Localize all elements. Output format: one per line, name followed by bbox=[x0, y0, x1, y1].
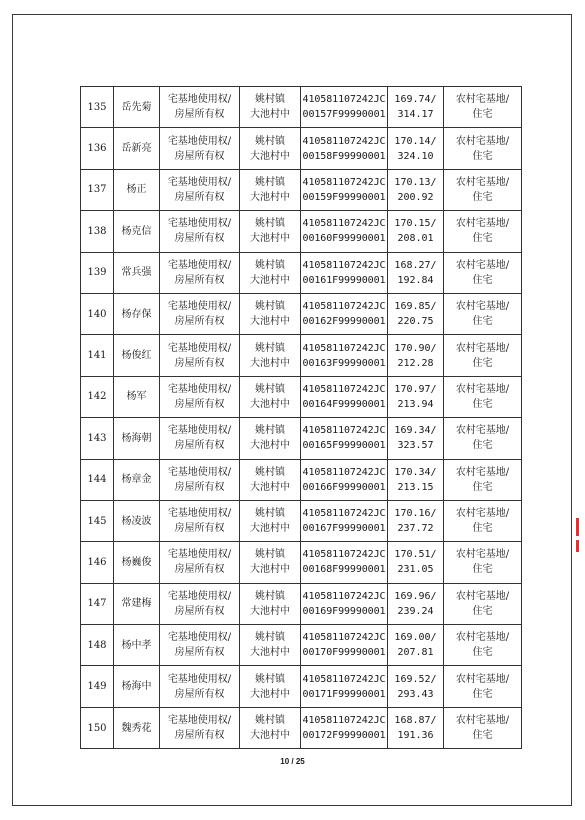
cell-area-line: 200.92 bbox=[397, 191, 434, 203]
cell-location bbox=[240, 293, 301, 334]
edge-mark bbox=[576, 540, 579, 552]
cell-unit-code-line: 410581107242JC bbox=[302, 590, 386, 602]
cell-right-type-line: 房屋所有权 bbox=[174, 233, 225, 245]
cell-location bbox=[240, 335, 301, 376]
cell-unit-code bbox=[301, 376, 388, 417]
cell-unit-code bbox=[301, 128, 388, 169]
cell-location-line: 姚村镇 bbox=[255, 549, 285, 561]
cell-location-line: 姚村镇 bbox=[255, 301, 285, 313]
cell-area bbox=[388, 87, 444, 128]
cell-usage-line: 农村宅基地/ bbox=[455, 715, 510, 727]
table-row bbox=[81, 666, 522, 707]
cell-unit-code-line: 00168F99990001 bbox=[302, 564, 386, 576]
cell-location-line: 姚村镇 bbox=[255, 135, 285, 147]
cell-location-line: 大池村中 bbox=[250, 730, 290, 742]
cell-right-type-line: 宅基地使用权/ bbox=[167, 508, 232, 520]
cell-owner-name: 杨海中 bbox=[114, 666, 160, 707]
cell-area bbox=[388, 542, 444, 583]
table-row bbox=[81, 252, 522, 293]
cell-area bbox=[388, 335, 444, 376]
cell-unit-code-line: 00165F99990001 bbox=[302, 440, 386, 452]
cell-unit-code-line: 00160F99990001 bbox=[302, 233, 386, 245]
cell-area-line: 170.34/ bbox=[394, 466, 437, 478]
cell-number: 137 bbox=[81, 169, 114, 210]
cell-right-type-line: 宅基地使用权/ bbox=[167, 632, 232, 644]
cell-unit-code-line: 410581107242JC bbox=[302, 135, 386, 147]
cell-area bbox=[388, 459, 444, 500]
cell-location bbox=[240, 459, 301, 500]
cell-right-type bbox=[160, 376, 240, 417]
cell-usage-line: 农村宅基地/ bbox=[455, 466, 510, 478]
cell-area-line: 324.10 bbox=[397, 150, 434, 162]
cell-unit-code-line: 410581107242JC bbox=[302, 425, 386, 437]
cell-number: 148 bbox=[81, 625, 114, 666]
cell-area-line: 323.57 bbox=[397, 440, 434, 452]
cell-unit-code bbox=[301, 169, 388, 210]
table-row bbox=[81, 169, 522, 210]
cell-location bbox=[240, 500, 301, 541]
cell-usage bbox=[444, 87, 522, 128]
edge-mark bbox=[576, 518, 579, 536]
cell-owner-name: 杨海朝 bbox=[114, 418, 160, 459]
cell-usage-line: 住宅 bbox=[472, 688, 493, 700]
table-row bbox=[81, 293, 522, 334]
table-row bbox=[81, 418, 522, 459]
cell-usage bbox=[444, 335, 522, 376]
cell-right-type-line: 宅基地使用权/ bbox=[167, 383, 232, 395]
cell-location-line: 姚村镇 bbox=[255, 383, 285, 395]
cell-usage-line: 农村宅基地/ bbox=[455, 549, 510, 561]
cell-unit-code bbox=[301, 418, 388, 459]
cell-usage bbox=[444, 500, 522, 541]
cell-location-line: 姚村镇 bbox=[255, 425, 285, 437]
cell-unit-code bbox=[301, 459, 388, 500]
cell-number: 149 bbox=[81, 666, 114, 707]
cell-unit-code-line: 00169F99990001 bbox=[302, 605, 386, 617]
cell-area-line: 212.28 bbox=[397, 357, 434, 369]
cell-area-line: 231.05 bbox=[397, 564, 434, 576]
cell-right-type bbox=[160, 418, 240, 459]
cell-usage-line: 住宅 bbox=[472, 564, 493, 576]
cell-area-line: 314.17 bbox=[397, 109, 434, 121]
cell-unit-code-line: 410581107242JC bbox=[302, 715, 386, 727]
cell-location bbox=[240, 625, 301, 666]
cell-location bbox=[240, 252, 301, 293]
cell-number: 145 bbox=[81, 500, 114, 541]
cell-right-type-line: 房屋所有权 bbox=[174, 398, 225, 410]
cell-area bbox=[388, 293, 444, 334]
cell-owner-name: 魏秀花 bbox=[114, 707, 160, 748]
cell-owner-name: 杨凌波 bbox=[114, 500, 160, 541]
cell-owner-name: 杨存保 bbox=[114, 293, 160, 334]
cell-usage-line: 农村宅基地/ bbox=[455, 94, 510, 106]
table-body bbox=[81, 87, 522, 749]
cell-unit-code-line: 410581107242JC bbox=[302, 176, 386, 188]
table-row bbox=[81, 211, 522, 252]
cell-unit-code-line: 410581107242JC bbox=[302, 508, 386, 520]
cell-owner-name: 杨中孝 bbox=[114, 625, 160, 666]
cell-usage-line: 住宅 bbox=[472, 191, 493, 203]
cell-usage-line: 住宅 bbox=[472, 233, 493, 245]
cell-location bbox=[240, 666, 301, 707]
cell-location-line: 姚村镇 bbox=[255, 508, 285, 520]
cell-usage-line: 住宅 bbox=[472, 398, 493, 410]
cell-location-line: 大池村中 bbox=[250, 109, 290, 121]
cell-location bbox=[240, 583, 301, 624]
table-row bbox=[81, 87, 522, 128]
cell-usage-line: 住宅 bbox=[472, 109, 493, 121]
cell-area bbox=[388, 583, 444, 624]
cell-unit-code-line: 410581107242JC bbox=[302, 218, 386, 230]
cell-usage-line: 住宅 bbox=[472, 316, 493, 328]
page-number: 10 / 25 bbox=[280, 757, 305, 766]
cell-location bbox=[240, 169, 301, 210]
cell-location-line: 姚村镇 bbox=[255, 673, 285, 685]
cell-location-line: 大池村中 bbox=[250, 481, 290, 493]
cell-usage bbox=[444, 128, 522, 169]
cell-number: 139 bbox=[81, 252, 114, 293]
cell-location bbox=[240, 211, 301, 252]
cell-location-line: 姚村镇 bbox=[255, 715, 285, 727]
table-row bbox=[81, 376, 522, 417]
cell-owner-name: 岳新亮 bbox=[114, 128, 160, 169]
registration-table bbox=[80, 86, 522, 749]
cell-usage-line: 农村宅基地/ bbox=[455, 259, 510, 271]
table-row bbox=[81, 128, 522, 169]
cell-right-type-line: 宅基地使用权/ bbox=[167, 342, 232, 354]
cell-right-type bbox=[160, 169, 240, 210]
cell-usage-line: 农村宅基地/ bbox=[455, 508, 510, 520]
cell-right-type bbox=[160, 707, 240, 748]
cell-area-line: 293.43 bbox=[397, 688, 434, 700]
cell-location-line: 姚村镇 bbox=[255, 94, 285, 106]
cell-right-type-line: 房屋所有权 bbox=[174, 274, 225, 286]
cell-unit-code-line: 410581107242JC bbox=[302, 549, 386, 561]
cell-area bbox=[388, 211, 444, 252]
cell-area-line: 169.96/ bbox=[394, 590, 437, 602]
cell-area-line: 169.00/ bbox=[394, 632, 437, 644]
cell-unit-code-line: 00159F99990001 bbox=[302, 191, 386, 203]
cell-location-line: 大池村中 bbox=[250, 440, 290, 452]
cell-owner-name: 杨章金 bbox=[114, 459, 160, 500]
cell-location-line: 大池村中 bbox=[250, 647, 290, 659]
cell-unit-code-line: 00157F99990001 bbox=[302, 109, 386, 121]
cell-usage-line: 农村宅基地/ bbox=[455, 383, 510, 395]
cell-usage bbox=[444, 625, 522, 666]
cell-right-type bbox=[160, 335, 240, 376]
cell-area-line: 170.51/ bbox=[394, 549, 437, 561]
cell-unit-code bbox=[301, 625, 388, 666]
cell-location-line: 姚村镇 bbox=[255, 632, 285, 644]
cell-right-type-line: 宅基地使用权/ bbox=[167, 673, 232, 685]
cell-area-line: 170.15/ bbox=[394, 218, 437, 230]
cell-usage-line: 农村宅基地/ bbox=[455, 425, 510, 437]
cell-right-type-line: 宅基地使用权/ bbox=[167, 135, 232, 147]
cell-area bbox=[388, 128, 444, 169]
cell-area bbox=[388, 625, 444, 666]
cell-usage bbox=[444, 293, 522, 334]
cell-owner-name: 杨巍俊 bbox=[114, 542, 160, 583]
cell-unit-code-line: 00162F99990001 bbox=[302, 316, 386, 328]
cell-unit-code-line: 00172F99990001 bbox=[302, 730, 386, 742]
cell-right-type-line: 宅基地使用权/ bbox=[167, 549, 232, 561]
cell-unit-code-line: 00161F99990001 bbox=[302, 274, 386, 286]
cell-unit-code bbox=[301, 211, 388, 252]
cell-usage-line: 农村宅基地/ bbox=[455, 590, 510, 602]
cell-right-type bbox=[160, 459, 240, 500]
cell-usage-line: 农村宅基地/ bbox=[455, 135, 510, 147]
cell-location-line: 大池村中 bbox=[250, 605, 290, 617]
cell-area-line: 169.85/ bbox=[394, 301, 437, 313]
cell-area bbox=[388, 707, 444, 748]
cell-usage bbox=[444, 542, 522, 583]
cell-usage-line: 住宅 bbox=[472, 274, 493, 286]
cell-number: 150 bbox=[81, 707, 114, 748]
cell-number: 146 bbox=[81, 542, 114, 583]
cell-location-line: 大池村中 bbox=[250, 150, 290, 162]
cell-location-line: 大池村中 bbox=[250, 274, 290, 286]
cell-area bbox=[388, 666, 444, 707]
cell-usage bbox=[444, 707, 522, 748]
table-row bbox=[81, 500, 522, 541]
cell-area-line: 170.16/ bbox=[394, 508, 437, 520]
cell-unit-code-line: 410581107242JC bbox=[302, 383, 386, 395]
cell-usage-line: 农村宅基地/ bbox=[455, 632, 510, 644]
cell-area-line: 170.13/ bbox=[394, 176, 437, 188]
cell-right-type bbox=[160, 87, 240, 128]
cell-owner-name: 常建梅 bbox=[114, 583, 160, 624]
cell-usage bbox=[444, 376, 522, 417]
cell-owner-name: 杨俊红 bbox=[114, 335, 160, 376]
cell-area-line: 237.72 bbox=[397, 523, 434, 535]
cell-right-type-line: 房屋所有权 bbox=[174, 150, 225, 162]
cell-area bbox=[388, 418, 444, 459]
cell-number: 147 bbox=[81, 583, 114, 624]
cell-area-line: 170.90/ bbox=[394, 342, 437, 354]
cell-right-type-line: 房屋所有权 bbox=[174, 440, 225, 452]
cell-usage bbox=[444, 211, 522, 252]
cell-unit-code bbox=[301, 666, 388, 707]
cell-unit-code-line: 00171F99990001 bbox=[302, 688, 386, 700]
cell-location bbox=[240, 418, 301, 459]
cell-area-line: 168.87/ bbox=[394, 715, 437, 727]
cell-usage-line: 农村宅基地/ bbox=[455, 673, 510, 685]
cell-unit-code bbox=[301, 335, 388, 376]
cell-number: 144 bbox=[81, 459, 114, 500]
cell-usage-line: 住宅 bbox=[472, 440, 493, 452]
cell-usage bbox=[444, 252, 522, 293]
cell-area bbox=[388, 169, 444, 210]
cell-usage-line: 农村宅基地/ bbox=[455, 301, 510, 313]
cell-unit-code-line: 00166F99990001 bbox=[302, 481, 386, 493]
cell-location-line: 大池村中 bbox=[250, 191, 290, 203]
cell-number: 136 bbox=[81, 128, 114, 169]
cell-right-type bbox=[160, 293, 240, 334]
cell-area-line: 192.84 bbox=[397, 274, 434, 286]
cell-right-type-line: 房屋所有权 bbox=[174, 481, 225, 493]
cell-right-type-line: 宅基地使用权/ bbox=[167, 259, 232, 271]
cell-right-type-line: 房屋所有权 bbox=[174, 357, 225, 369]
cell-location-line: 大池村中 bbox=[250, 688, 290, 700]
cell-unit-code bbox=[301, 542, 388, 583]
cell-area-line: 170.97/ bbox=[394, 383, 437, 395]
cell-usage bbox=[444, 666, 522, 707]
cell-area-line: 220.75 bbox=[397, 316, 434, 328]
cell-location bbox=[240, 128, 301, 169]
table-row bbox=[81, 542, 522, 583]
cell-right-type bbox=[160, 583, 240, 624]
cell-right-type-line: 房屋所有权 bbox=[174, 647, 225, 659]
cell-usage-line: 住宅 bbox=[472, 481, 493, 493]
cell-unit-code-line: 410581107242JC bbox=[302, 259, 386, 271]
cell-usage-line: 农村宅基地/ bbox=[455, 342, 510, 354]
cell-usage-line: 住宅 bbox=[472, 647, 493, 659]
cell-unit-code-line: 410581107242JC bbox=[302, 94, 386, 106]
cell-right-type-line: 宅基地使用权/ bbox=[167, 218, 232, 230]
table-row bbox=[81, 583, 522, 624]
cell-location-line: 大池村中 bbox=[250, 357, 290, 369]
cell-area-line: 191.36 bbox=[397, 730, 434, 742]
cell-right-type-line: 房屋所有权 bbox=[174, 564, 225, 576]
cell-right-type-line: 房屋所有权 bbox=[174, 605, 225, 617]
table-row bbox=[81, 625, 522, 666]
table-row bbox=[81, 707, 522, 748]
cell-area-line: 213.15 bbox=[397, 481, 434, 493]
cell-location-line: 姚村镇 bbox=[255, 218, 285, 230]
cell-location-line: 姚村镇 bbox=[255, 590, 285, 602]
cell-unit-code-line: 00164F99990001 bbox=[302, 398, 386, 410]
cell-usage bbox=[444, 583, 522, 624]
cell-area-line: 169.52/ bbox=[394, 673, 437, 685]
cell-usage-line: 住宅 bbox=[472, 605, 493, 617]
cell-number: 141 bbox=[81, 335, 114, 376]
cell-usage bbox=[444, 459, 522, 500]
cell-owner-name: 杨克信 bbox=[114, 211, 160, 252]
cell-right-type-line: 宅基地使用权/ bbox=[167, 466, 232, 478]
cell-right-type bbox=[160, 666, 240, 707]
cell-right-type-line: 房屋所有权 bbox=[174, 316, 225, 328]
cell-unit-code bbox=[301, 500, 388, 541]
cell-right-type-line: 宅基地使用权/ bbox=[167, 425, 232, 437]
cell-area bbox=[388, 252, 444, 293]
cell-location bbox=[240, 376, 301, 417]
cell-right-type bbox=[160, 542, 240, 583]
cell-number: 142 bbox=[81, 376, 114, 417]
cell-area-line: 213.94 bbox=[397, 398, 434, 410]
cell-location-line: 大池村中 bbox=[250, 564, 290, 576]
cell-area-line: 169.34/ bbox=[394, 425, 437, 437]
cell-unit-code-line: 00163F99990001 bbox=[302, 357, 386, 369]
cell-usage-line: 住宅 bbox=[472, 357, 493, 369]
cell-number: 135 bbox=[81, 87, 114, 128]
cell-location bbox=[240, 707, 301, 748]
cell-area bbox=[388, 376, 444, 417]
cell-usage bbox=[444, 418, 522, 459]
cell-right-type-line: 房屋所有权 bbox=[174, 109, 225, 121]
cell-location-line: 姚村镇 bbox=[255, 342, 285, 354]
cell-right-type-line: 宅基地使用权/ bbox=[167, 715, 232, 727]
cell-location-line: 大池村中 bbox=[250, 523, 290, 535]
cell-right-type-line: 房屋所有权 bbox=[174, 688, 225, 700]
cell-area-line: 170.14/ bbox=[394, 135, 437, 147]
table-row bbox=[81, 459, 522, 500]
cell-right-type-line: 房屋所有权 bbox=[174, 191, 225, 203]
cell-unit-code bbox=[301, 252, 388, 293]
cell-location-line: 姚村镇 bbox=[255, 259, 285, 271]
cell-location-line: 大池村中 bbox=[250, 398, 290, 410]
cell-right-type-line: 宅基地使用权/ bbox=[167, 301, 232, 313]
cell-right-type bbox=[160, 625, 240, 666]
cell-location bbox=[240, 542, 301, 583]
cell-number: 138 bbox=[81, 211, 114, 252]
cell-right-type bbox=[160, 252, 240, 293]
cell-unit-code-line: 00158F99990001 bbox=[302, 150, 386, 162]
cell-unit-code-line: 410581107242JC bbox=[302, 632, 386, 644]
cell-right-type-line: 宅基地使用权/ bbox=[167, 176, 232, 188]
cell-right-type-line: 房屋所有权 bbox=[174, 523, 225, 535]
cell-usage-line: 农村宅基地/ bbox=[455, 218, 510, 230]
cell-unit-code-line: 00170F99990001 bbox=[302, 647, 386, 659]
cell-location-line: 大池村中 bbox=[250, 316, 290, 328]
cell-unit-code-line: 00167F99990001 bbox=[302, 523, 386, 535]
cell-unit-code-line: 410581107242JC bbox=[302, 466, 386, 478]
cell-unit-code bbox=[301, 293, 388, 334]
cell-right-type bbox=[160, 500, 240, 541]
cell-location-line: 大池村中 bbox=[250, 233, 290, 245]
cell-area-line: 207.81 bbox=[397, 647, 434, 659]
cell-location-line: 姚村镇 bbox=[255, 176, 285, 188]
cell-right-type bbox=[160, 211, 240, 252]
cell-usage-line: 住宅 bbox=[472, 150, 493, 162]
cell-owner-name: 杨军 bbox=[114, 376, 160, 417]
cell-number: 143 bbox=[81, 418, 114, 459]
cell-location-line: 姚村镇 bbox=[255, 466, 285, 478]
cell-area-line: 168.27/ bbox=[394, 259, 437, 271]
cell-right-type bbox=[160, 128, 240, 169]
cell-right-type-line: 房屋所有权 bbox=[174, 730, 225, 742]
cell-area-line: 208.01 bbox=[397, 233, 434, 245]
cell-usage-line: 住宅 bbox=[472, 730, 493, 742]
cell-area bbox=[388, 500, 444, 541]
cell-area-line: 169.74/ bbox=[394, 94, 437, 106]
cell-usage bbox=[444, 169, 522, 210]
cell-usage-line: 住宅 bbox=[472, 523, 493, 535]
cell-owner-name: 常兵强 bbox=[114, 252, 160, 293]
cell-owner-name: 杨正 bbox=[114, 169, 160, 210]
cell-unit-code bbox=[301, 583, 388, 624]
cell-unit-code-line: 410581107242JC bbox=[302, 342, 386, 354]
cell-usage-line: 农村宅基地/ bbox=[455, 176, 510, 188]
cell-right-type-line: 宅基地使用权/ bbox=[167, 590, 232, 602]
cell-unit-code-line: 410581107242JC bbox=[302, 301, 386, 313]
cell-unit-code bbox=[301, 707, 388, 748]
cell-unit-code-line: 410581107242JC bbox=[302, 673, 386, 685]
cell-owner-name: 岳先菊 bbox=[114, 87, 160, 128]
cell-location bbox=[240, 87, 301, 128]
cell-area-line: 239.24 bbox=[397, 605, 434, 617]
table-row bbox=[81, 335, 522, 376]
cell-unit-code bbox=[301, 87, 388, 128]
cell-number: 140 bbox=[81, 293, 114, 334]
cell-right-type-line: 宅基地使用权/ bbox=[167, 94, 232, 106]
